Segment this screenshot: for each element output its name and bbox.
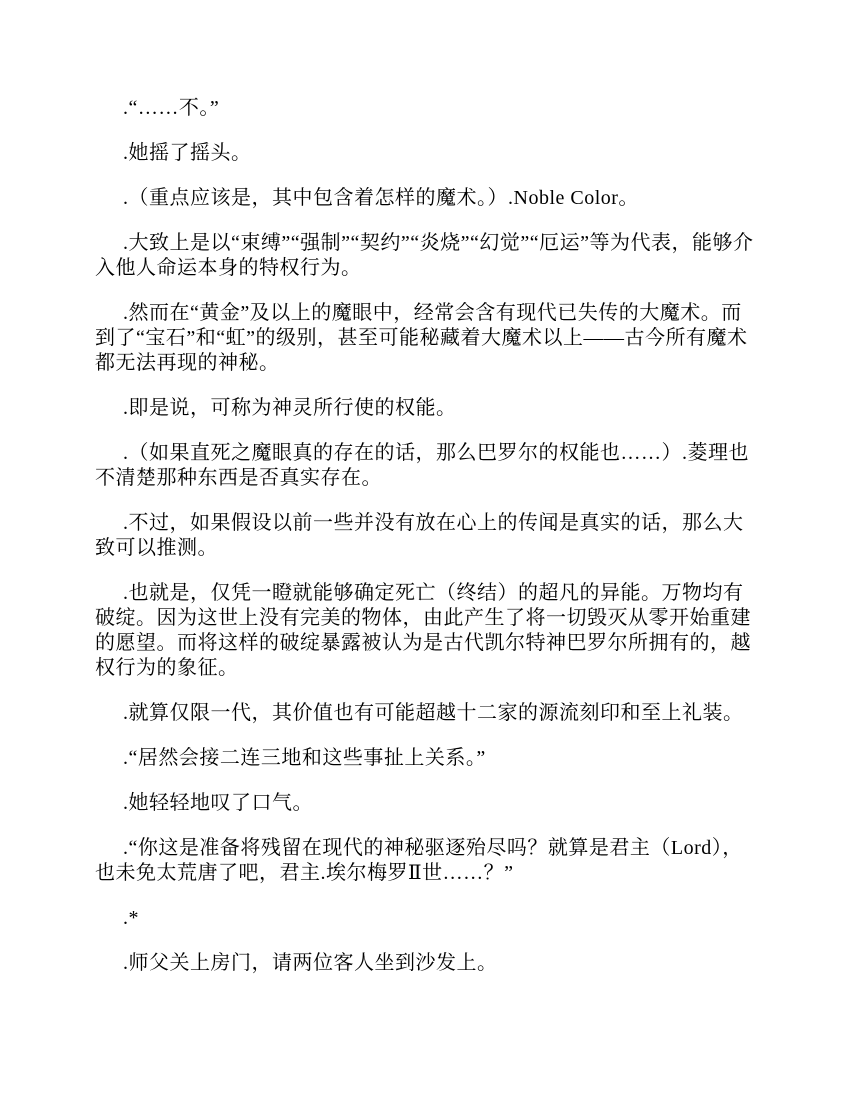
paragraph: .她摇了摇头。 (123, 142, 252, 164)
paragraph: .师父关上房门，请两位客人坐到沙发上。 (123, 952, 498, 974)
paragraph: .（如果直死之魔眼真的存在的话，那么巴罗尔的权能也……）.菱理也不清楚那种东西是否真实存在。 (95, 442, 749, 489)
paragraph: .她轻轻地叹了口气。 (123, 792, 313, 814)
paragraph: .就算仅限一代，其价值也有可能超越十二家的源流刻印和至上礼装。 (123, 702, 744, 724)
paragraph: .“你这是准备将残留在现代的神秘驱逐殆尽吗？就算是君主（Lord），也未免太荒唐了吧，君主.埃尔梅罗Ⅱ世……？” (95, 837, 743, 884)
paragraph: .也就是，仅凭一瞪就能够确定死亡（终结）的超凡的异能。万物均有破绽。因为这世上没有完美的物体，由此产生了将一切毁灭从零开始重建的愿望。而将这样的破绽暴露被认为是古代凯尔特神巴罗尔所拥有的，越权行为的象征。 (95, 582, 751, 679)
paragraph: .（重点应该是，其中包含着怎样的魔术。）.Noble Color。 (123, 187, 639, 209)
paragraph: .* (123, 907, 139, 929)
paragraph: .不过，如果假设以前一些并没有放在心上的传闻是真实的话，那么大致可以推测。 (95, 512, 744, 559)
paragraph: .然而在“黄金”及以上的魔眼中，经常会含有现代已失传的大魔术。而到了“宝石”和“虹”的级别，甚至可能秘藏着大魔术以上——古今所有魔术都无法再现的神秘。 (95, 302, 748, 374)
paragraph: .即是说，可称为神灵所行使的权能。 (123, 397, 457, 419)
paragraph: .“……不。” (123, 97, 220, 119)
paragraph: .“居然会接二连三地和这些事扯上关系。” (123, 747, 486, 769)
paragraph: .大致上是以“束缚”“强制”“契约”“炎烧”“幻觉”“厄运”等为代表，能够介入他人命运本身的特权行为。 (95, 232, 754, 279)
